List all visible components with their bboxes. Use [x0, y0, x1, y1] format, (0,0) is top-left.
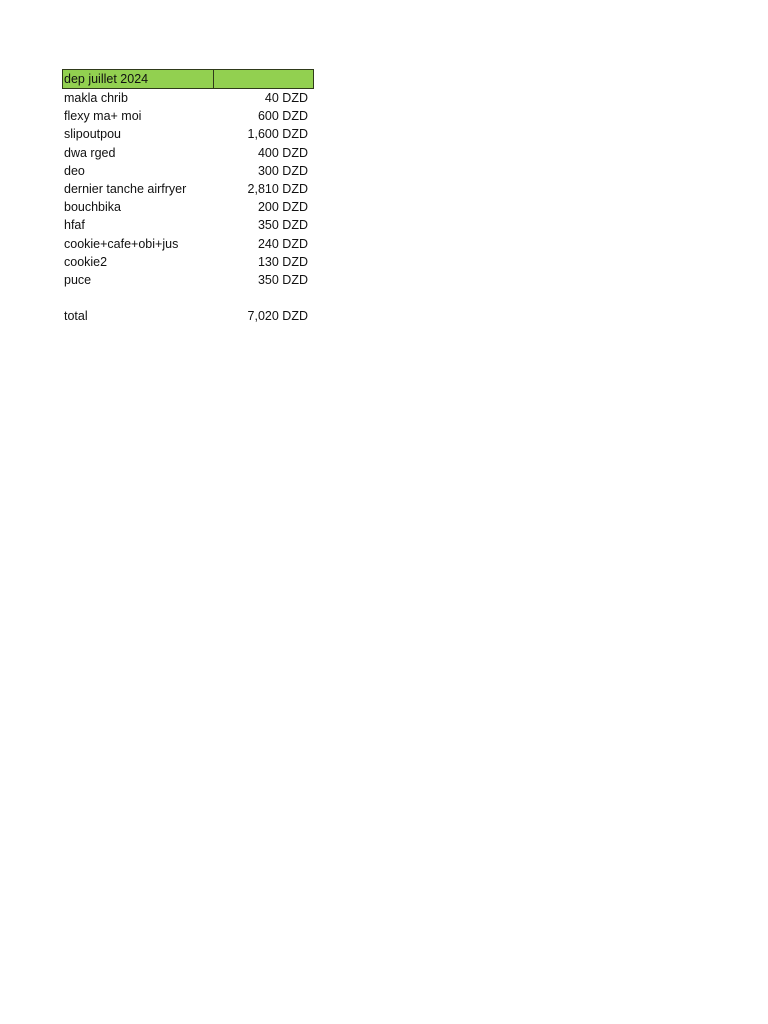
table-row	[62, 253, 314, 271]
header-row	[62, 69, 314, 89]
expense-amount-cell[interactable]: 400 DZD	[257, 145, 308, 160]
header-value-cell[interactable]	[214, 70, 313, 88]
expense-amount-cell[interactable]: 200 DZD	[257, 200, 308, 215]
expense-label-cell[interactable]: cookie+cafe+obi+jus	[64, 236, 179, 251]
expense-label-cell[interactable]: deo	[64, 163, 85, 178]
expense-label-cell[interactable]: flexy ma+ moi	[64, 109, 142, 124]
table-row	[62, 125, 314, 143]
table-row	[62, 107, 314, 125]
expense-label-cell[interactable]: hfaf	[64, 218, 85, 233]
expense-amount-cell[interactable]: 40 DZD	[264, 91, 308, 106]
table-row	[62, 162, 314, 180]
expense-sheet	[62, 69, 314, 325]
expense-amount-cell[interactable]: 2,810 DZD	[247, 182, 308, 197]
table-row	[62, 216, 314, 234]
expense-label-cell[interactable]: dernier tanche airfryer	[64, 182, 187, 197]
header-title-cell[interactable]: dep juillet 2024	[63, 70, 214, 88]
total-amount-cell[interactable]: 7,020 DZD	[247, 309, 308, 324]
expense-label-cell[interactable]: cookie2	[64, 254, 108, 269]
table-row	[62, 235, 314, 253]
expense-label-cell[interactable]: bouchbika	[64, 200, 121, 215]
table-row	[62, 89, 314, 107]
total-label-cell[interactable]: total	[64, 309, 88, 324]
total-row	[62, 307, 314, 325]
expense-label-cell[interactable]: slipoutpou	[64, 127, 121, 142]
table-row	[62, 144, 314, 162]
empty-row[interactable]	[62, 289, 314, 307]
expense-label-cell[interactable]: dwa rged	[64, 145, 116, 160]
expense-amount-cell[interactable]: 350 DZD	[257, 218, 308, 233]
expense-amount-cell[interactable]: 240 DZD	[257, 236, 308, 251]
table-row	[62, 180, 314, 198]
expense-label-cell[interactable]: puce	[64, 272, 92, 287]
expense-label-cell[interactable]: makla chrib	[64, 91, 128, 106]
expense-amount-cell[interactable]: 130 DZD	[257, 254, 308, 269]
expense-amount-cell[interactable]: 300 DZD	[257, 163, 308, 178]
expense-amount-cell[interactable]: 600 DZD	[257, 109, 308, 124]
expense-amount-cell[interactable]: 350 DZD	[257, 272, 308, 287]
table-row	[62, 271, 314, 289]
expense-amount-cell[interactable]: 1,600 DZD	[247, 127, 308, 142]
table-row	[62, 198, 314, 216]
